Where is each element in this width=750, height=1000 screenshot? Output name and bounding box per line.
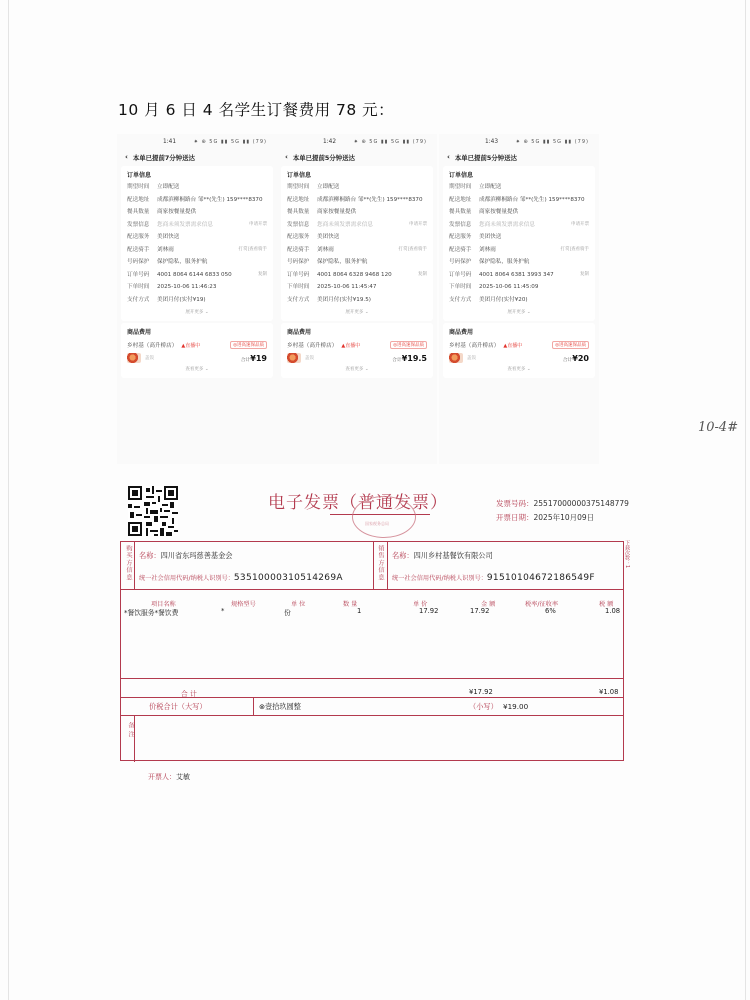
food-thumbnail[interactable] <box>449 353 463 363</box>
nav-title: ‹ 本单已提前7分钟送达 <box>125 153 195 162</box>
order-info-card: 订单信息 期望时间 立即配送 配送地址 成都滨柳桐路台 邹**(先生) 159****8370 餐具数量 商家按餐量提供 发票信息 您商未须发票需求信息 申请开票 配送服务 美团快送 配送骑手 刘林雨 打赏|查看骑手 号码保护 保护隐私，服务护航 订单号码 4001 8064 6381 3993 347 复制 下单时间 2025-10-06 11:45:09 支付方式 美团月付(实付¥20) 展开更多 ⌄ <box>443 166 595 321</box>
live-badge: ▲直播中 <box>181 342 201 349</box>
item-amount: 17.92 <box>470 607 490 615</box>
row-action-link[interactable]: 申请开票 <box>249 221 267 227</box>
row-action-link[interactable]: 申请开票 <box>409 221 427 227</box>
row-action-link[interactable]: 打赏|查看骑手 <box>398 246 427 252</box>
item-price: 17.92 <box>419 607 439 615</box>
order-info-card: 订单信息 期望时间 立即配送 配送地址 成都滨柳桐路台 邹**(先生) 159****8370 餐具数量 商家按餐量提供 发票信息 您商未须发票需求信息 申请开票 配送服务 美团快送 配送骑手 刘林雨 打赏|查看骑手 号码保护 保护隐私，服务护航 订单号码 4001 8064 6144 6833 050 复制 下单时间 2025-10-06 11:46:23 支付方式 美团月付(实付¥19) 展开更多 ⌄ <box>121 166 273 321</box>
order-info-row: 订单号码 4001 8064 6381 3993 347 复制 <box>449 271 589 278</box>
view-more-link[interactable]: 查看更多 ⌄ <box>185 367 209 373</box>
order-info-row: 发票信息 您商未须发票需求信息 申请开票 <box>287 221 427 228</box>
order-info-row: 发票信息 您商未须发票需求信息 申请开票 <box>127 221 267 228</box>
total-upper-label: 价税合计（大写） <box>149 702 207 711</box>
page-edge-left <box>8 0 9 1000</box>
row-action-link[interactable]: 复制 <box>418 271 427 277</box>
sum-amount: ¥17.92 <box>469 688 493 696</box>
back-arrow-icon[interactable]: ‹ <box>447 153 450 161</box>
shop-name[interactable]: 乡村基（高升桥店） <box>287 343 338 350</box>
goods-fee-card: 商品费用 乡村基（高升桥店） ▲直播中 ◎进高速保品质 盖饭 合计¥19 查看更多 ⌄ <box>121 323 273 378</box>
item-rate: 6% <box>545 607 556 615</box>
item-unit: 份 <box>284 609 291 617</box>
order-info-row: 配送服务 美团快送 <box>449 234 502 241</box>
seller-taxid: 统一社会信用代码/纳税人识别号：91510104672186549F <box>392 573 595 583</box>
clock: 1:43 <box>485 139 499 145</box>
col-item-name: 项目名称 <box>151 601 176 608</box>
view-more-link[interactable]: 查看更多 ⌄ <box>507 367 531 373</box>
order-info-row: 支付方式 美团月付(实付¥20) <box>449 296 528 303</box>
view-more-link[interactable]: 查看更多 ⌄ <box>345 367 369 373</box>
order-info-row: 期望时间 立即配送 <box>449 184 502 190</box>
order-info-row: 餐具数量 商家按餐量提供 <box>127 209 197 216</box>
signal-battery-icon: ✷ ⊕ 5G ▮▮ 5G ▮▮ (79) <box>353 139 427 145</box>
order-info-row: 号码保护 保护隐私，服务护航 <box>449 259 530 266</box>
order-info-row: 期望时间 立即配送 <box>127 184 180 190</box>
shop-name[interactable]: 乡村基（高升桥店） <box>127 343 178 350</box>
order-info-row: 支付方式 美团月付(实付¥19.5) <box>287 296 371 303</box>
expand-more-link[interactable]: 展开更多 ⌄ <box>185 310 209 316</box>
food-thumbnail[interactable] <box>127 353 141 363</box>
item-tax: 1.08 <box>605 607 621 615</box>
invoice-number: 发票号码：25517000000375148779 <box>496 499 629 508</box>
expand-more-link[interactable]: 展开更多 ⌄ <box>507 310 531 316</box>
order-info-row: 配送服务 美团快送 <box>127 234 180 241</box>
order-info-row: 发票信息 您商未须发票需求信息 申请开票 <box>449 221 589 228</box>
order-info-row: 期望时间 立即配送 <box>287 184 340 190</box>
order-info-row: 配送骑手 刘林雨 打赏|查看骑手 <box>449 246 589 253</box>
order-info-card: 订单信息 期望时间 立即配送 配送地址 成都滨柳桐路台 邹**(先生) 159****8370 餐具数量 商家按餐量提供 发票信息 您商未须发票需求信息 申请开票 配送服务 美团快送 配送骑手 刘林雨 打赏|查看骑手 号码保护 保护隐私，服务护航 订单号码 4001 8064 6328 9468 120 复制 下单时间 2025-10-06 11:45:47 支付方式 美团月付(实付¥19.5) 展开更多 ⌄ <box>281 166 433 321</box>
order-info-row: 配送骑手 刘林雨 打赏|查看骑手 <box>287 246 427 253</box>
seller-name: 名称：四川乡村基餐饮有限公司 <box>392 551 493 560</box>
col-rate: 税率/征收率 <box>525 601 559 608</box>
order-total: 合计¥20 <box>562 353 589 363</box>
goods-fee-card: 商品费用 乡村基（高升桥店） ▲直播中 ◎进高速保品质 盖饭 合计¥19.5 查看更多 ⌄ <box>281 323 433 378</box>
quality-tag: ◎进高速保品质 <box>552 341 589 349</box>
food-thumbnail[interactable] <box>287 353 301 363</box>
item-name: 盖饭 <box>467 356 476 362</box>
sum-label: 合 计 <box>181 690 197 698</box>
item-spec: * <box>221 607 225 615</box>
status-bar <box>117 134 277 150</box>
buyer-name: 名称：四川省东玛慈善基金会 <box>139 551 233 560</box>
total-upper: ⊗壹拾玖圆整 <box>259 702 301 711</box>
handwritten-note: 10-4# <box>698 420 739 435</box>
page-heading: 10 月 6 日 4 名学生订餐费用 78 元： <box>118 101 395 119</box>
signal-battery-icon: ✷ ⊕ 5G ▮▮ 5G ▮▮ (79) <box>515 139 589 145</box>
goods-fee-card: 商品费用 乡村基（高升桥店） ▲直播中 ◎进高速保品质 盖饭 合计¥20 查看更多 ⌄ <box>443 323 595 378</box>
col-amount: 金 额 <box>481 601 496 608</box>
order-info-row: 配送服务 美团快送 <box>287 234 340 241</box>
total-small: ¥19.00 <box>503 702 529 711</box>
col-qty: 数 量 <box>343 601 358 608</box>
order-info-row: 配送骑手 刘林雨 打赏|查看骑手 <box>127 246 267 253</box>
clock: 1:41 <box>163 139 177 145</box>
invoice-date: 开票日期：2025年10月09日 <box>496 513 595 522</box>
order-info-row: 订单号码 4001 8064 6144 6833 050 复制 <box>127 271 267 278</box>
back-arrow-icon[interactable]: ‹ <box>285 153 288 161</box>
buyer-side-label: 购买方信息 <box>125 545 132 581</box>
order-info-row: 下单时间 2025-10-06 11:45:47 <box>287 284 377 291</box>
order-info-row: 号码保护 保护隐私，服务护航 <box>127 259 208 266</box>
page-edge-right <box>745 0 746 1000</box>
invoice-title: 电子发票（普通发票） <box>268 493 448 513</box>
col-unit: 单 位 <box>291 601 306 608</box>
order-total: 合计¥19 <box>240 353 267 363</box>
back-arrow-icon[interactable]: ‹ <box>125 153 128 161</box>
download-count: 下载次数：1 <box>624 540 630 569</box>
seller-side-label: 销售方信息 <box>377 545 384 581</box>
clock: 1:42 <box>323 139 337 145</box>
order-info-row: 下单时间 2025-10-06 11:45:09 <box>449 284 539 291</box>
order-total: 合计¥19.5 <box>392 353 427 363</box>
buyer-taxid: 统一社会信用代码/纳税人识别号：53510000310514269A <box>139 573 343 583</box>
row-action-link[interactable]: 复制 <box>258 271 267 277</box>
item-qty: 1 <box>357 607 362 615</box>
live-badge: ▲直播中 <box>503 342 523 349</box>
shop-name[interactable]: 乡村基（高升桥店） <box>449 343 500 350</box>
col-price: 单 价 <box>413 601 428 608</box>
nav-title: ‹ 本单已提前5分钟送达 <box>285 153 355 162</box>
remark-label: 备注 <box>127 722 134 741</box>
live-badge: ▲直播中 <box>341 342 361 349</box>
item-name: *餐饮服务*餐饮费 <box>124 609 179 617</box>
row-action-link[interactable]: 申请开票 <box>571 221 589 227</box>
row-action-link[interactable]: 复制 <box>580 271 589 277</box>
qr-code-icon <box>128 486 178 536</box>
order-info-row: 餐具数量 商家按餐量提供 <box>449 209 519 216</box>
order-info-row: 下单时间 2025-10-06 11:46:23 <box>127 284 217 291</box>
item-name: 盖饭 <box>305 356 314 362</box>
item-name: 盖饭 <box>145 356 154 362</box>
order-info-row: 支付方式 美团月付(实付¥19) <box>127 296 206 303</box>
col-spec: 规格型号 <box>231 601 256 608</box>
col-tax: 税 额 <box>599 601 614 608</box>
issuer: 开票人：艾敏 <box>148 773 190 781</box>
order-info-row: 餐具数量 商家按餐量提供 <box>287 209 357 216</box>
order-info-row: 号码保护 保护隐私，服务护航 <box>287 259 368 266</box>
order-info-row: 配送地址 成都滨柳桐路台 邹**(先生) 159****8370 <box>287 196 423 203</box>
status-bar <box>439 134 599 150</box>
total-small-label: （小写） <box>469 702 498 711</box>
order-info-row: 配送地址 成都滨柳桐路台 邹**(先生) 159****8370 <box>127 196 263 203</box>
status-bar <box>277 134 437 150</box>
order-screenshot <box>117 134 277 464</box>
quality-tag: ◎进高速保品质 <box>390 341 427 349</box>
invoice-table <box>120 541 624 761</box>
order-screenshot <box>277 134 437 464</box>
quality-tag: ◎进高速保品质 <box>230 341 267 349</box>
tax-seal: 国家税务总局 <box>352 496 416 538</box>
row-action-link[interactable]: 打赏|查看骑手 <box>238 246 267 252</box>
order-screenshot <box>439 134 599 464</box>
nav-title: ‹ 本单已提前5分钟送达 <box>447 153 517 162</box>
sum-tax: ¥1.08 <box>599 688 619 696</box>
signal-battery-icon: ✷ ⊕ 5G ▮▮ 5G ▮▮ (79) <box>193 139 267 145</box>
order-info-row: 订单号码 4001 8064 6328 9468 120 复制 <box>287 271 427 278</box>
row-action-link[interactable]: 打赏|查看骑手 <box>560 246 589 252</box>
expand-more-link[interactable]: 展开更多 ⌄ <box>345 310 369 316</box>
order-info-row: 配送地址 成都滨柳桐路台 邹**(先生) 159****8370 <box>449 196 585 203</box>
